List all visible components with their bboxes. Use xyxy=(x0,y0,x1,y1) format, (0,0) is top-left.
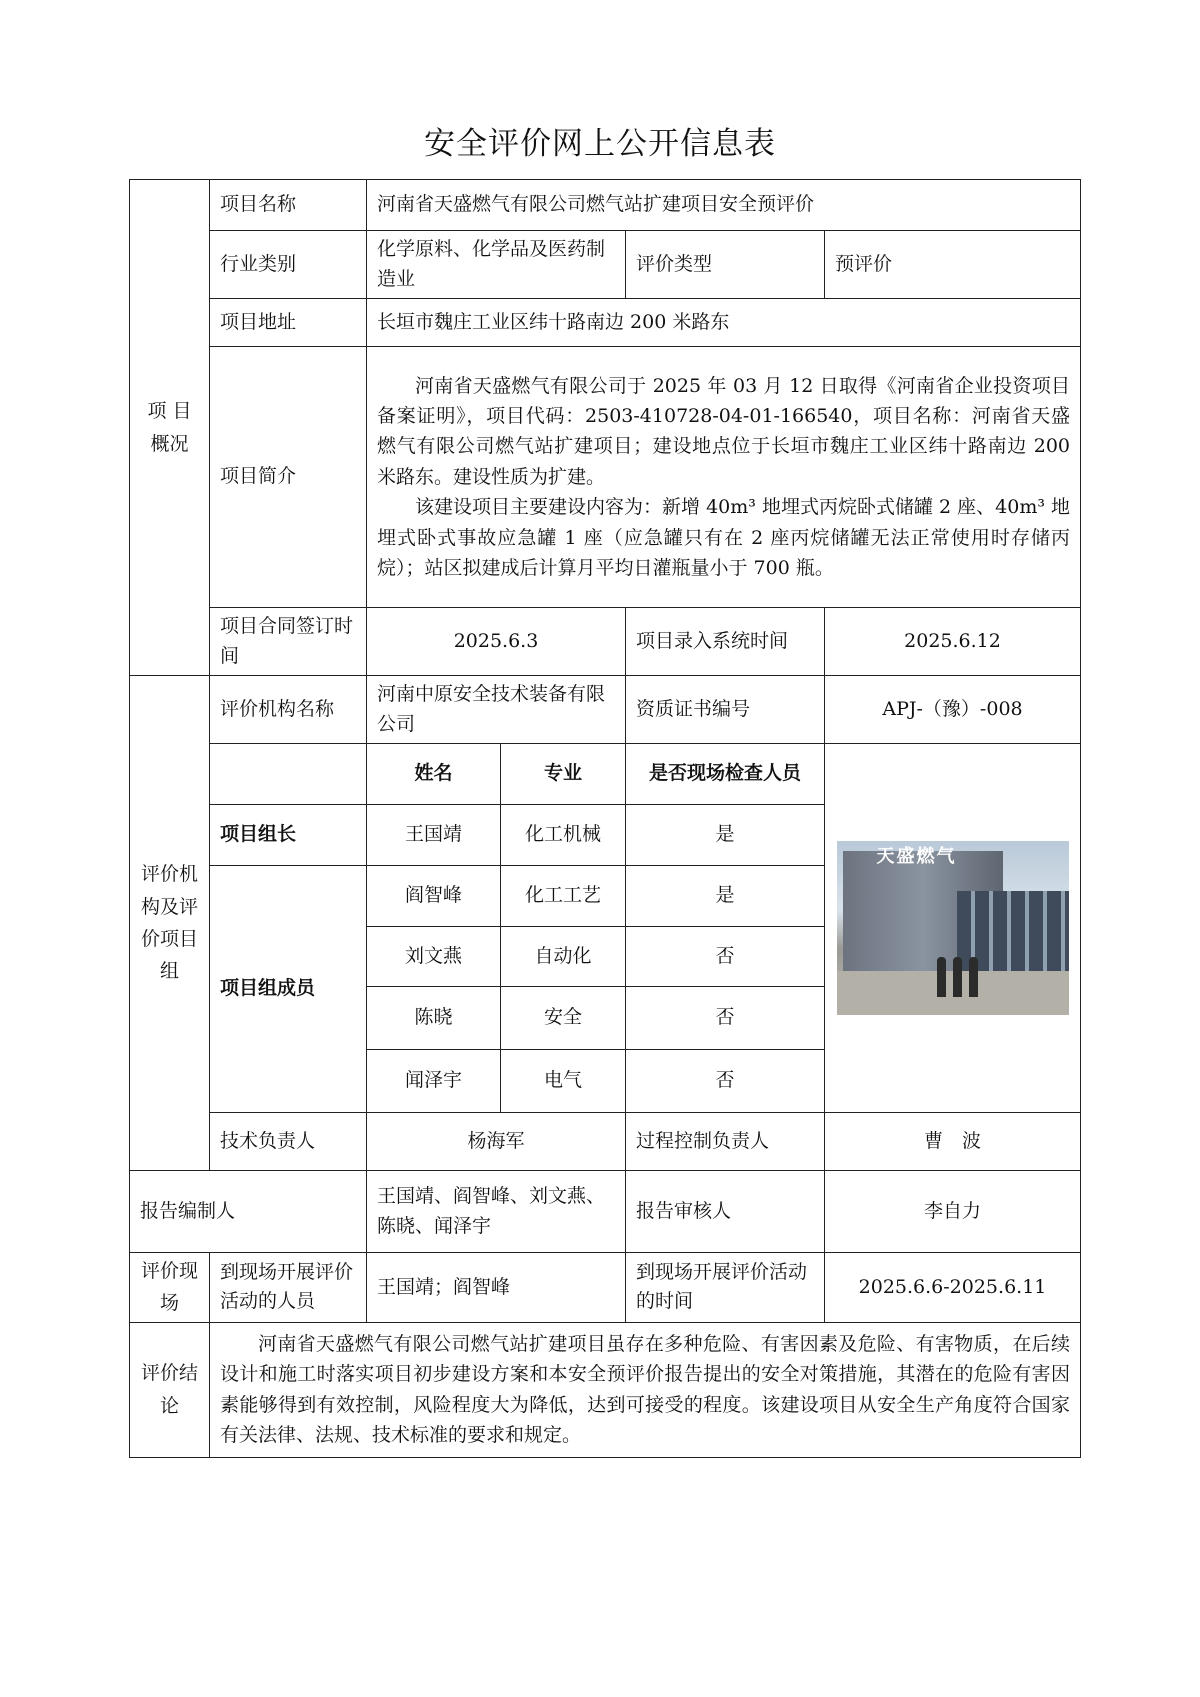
info-table xyxy=(129,179,1081,1458)
report-reviewer-value: 李自力 xyxy=(825,1171,1081,1253)
report-author-label: 报告编制人 xyxy=(130,1171,367,1253)
team-header-blank xyxy=(210,744,367,805)
cert-value: APJ-（豫）-008 xyxy=(825,676,1081,744)
entry-date-label: 项目录入系统时间 xyxy=(626,608,825,676)
intro-content xyxy=(367,347,1081,608)
member-onsite: 否 xyxy=(626,987,825,1050)
member-name: 刘文燕 xyxy=(367,927,501,987)
site-photo xyxy=(837,841,1069,1015)
process-lead-label: 过程控制负责人 xyxy=(626,1113,825,1171)
member-name: 闻泽宇 xyxy=(367,1050,501,1113)
person-shape xyxy=(937,957,946,997)
member-onsite: 否 xyxy=(626,927,825,987)
members-label: 项目组成员 xyxy=(210,866,367,1113)
photo-sign-text: 天盛燃气 xyxy=(876,846,957,867)
header-major: 专业 xyxy=(501,744,626,805)
eval-type-value: 预评价 xyxy=(825,231,1081,299)
member-name: 阎智峰 xyxy=(367,866,501,927)
report-reviewer-label: 报告审核人 xyxy=(626,1171,825,1253)
address-label: 项目地址 xyxy=(210,299,367,347)
member-onsite: 否 xyxy=(626,1050,825,1113)
site-time-value: 2025.6.6-2025.6.11 xyxy=(825,1253,1081,1323)
header-onsite: 是否现场检查人员 xyxy=(626,744,825,805)
intro-paragraph-2: 该建设项目主要建设内容为：新增 40m³ 地埋式丙烷卧式储罐 2 座、40m³ 地埋式卧式事故应急罐 1 座（应急罐只有在 2 座丙烷储罐无法正常使用时存储丙烷）；站区拟建成后计算月平均日灌瓶量小于 700 瓶。 xyxy=(377,496,1071,579)
leader-label: 项目组长 xyxy=(210,805,367,866)
intro-label: 项目简介 xyxy=(210,347,367,608)
address-value: 长垣市魏庄工业区纬十路南边 200 米路东 xyxy=(367,299,1081,347)
process-lead-value: 曹 波 xyxy=(825,1113,1081,1171)
member-major: 安全 xyxy=(501,987,626,1050)
section-project-overview: 项 目 概况 xyxy=(130,180,210,676)
member-major: 自动化 xyxy=(501,927,626,987)
leader-name: 王国靖 xyxy=(367,805,501,866)
agency-name-label: 评价机构名称 xyxy=(210,676,367,744)
site-time-label: 到现场开展评价活动的时间 xyxy=(626,1253,825,1323)
photo-cell xyxy=(825,744,1081,1113)
leader-onsite: 是 xyxy=(626,805,825,866)
member-major: 电气 xyxy=(501,1050,626,1113)
project-name-value: 河南省天盛燃气有限公司燃气站扩建项目安全预评价 xyxy=(367,180,1081,231)
section-agency: 评价机构及评价项目组 xyxy=(130,676,210,1171)
header-name: 姓名 xyxy=(367,744,501,805)
tech-lead-value: 杨海军 xyxy=(367,1113,626,1171)
section-site: 评价现场 xyxy=(130,1253,210,1323)
leader-major: 化工机械 xyxy=(501,805,626,866)
industry-value: 化学原料、化学品及医药制造业 xyxy=(367,231,626,299)
member-onsite: 是 xyxy=(626,866,825,927)
eval-type-label: 评价类型 xyxy=(626,231,825,299)
industry-label: 行业类别 xyxy=(210,231,367,299)
site-people-value: 王国靖；阎智峰 xyxy=(367,1253,626,1323)
person-shape xyxy=(953,957,962,997)
member-name: 陈晓 xyxy=(367,987,501,1050)
site-people-label: 到现场开展评价活动的人员 xyxy=(210,1253,367,1323)
member-major: 化工工艺 xyxy=(501,866,626,927)
conclusion-text: 河南省天盛燃气有限公司燃气站扩建项目虽存在多种危险、有害因素及危险、有害物质，在后续设计和施工时落实项目初步建设方案和本安全预评价报告提出的安全对策措施，其潜在的危险有害因素能够得到有效控制，风险程度大为降低，达到可接受的程度。该建设项目从安全生产角度符合国家有关法律、法规、技术标准的要求和规定。 xyxy=(210,1322,1081,1457)
contract-date-label: 项目合同签订时间 xyxy=(210,608,367,676)
person-shape xyxy=(969,957,978,997)
project-name-label: 项目名称 xyxy=(210,180,367,231)
contract-date-value: 2025.6.3 xyxy=(367,608,626,676)
entry-date-value: 2025.6.12 xyxy=(825,608,1081,676)
cert-label: 资质证书编号 xyxy=(626,676,825,744)
report-author-value: 王国靖、阎智峰、刘文燕、陈晓、闻泽宇 xyxy=(367,1171,626,1253)
intro-paragraph-1: 河南省天盛燃气有限公司于 2025 年 03 月 12 日取得《河南省企业投资项目备案证明》，项目代码：2503-410728-04-01-166540，项目名称：河南省天盛燃气有限公司燃气站扩建项目；建设地点位于长垣市魏庄工业区纬十路南边 200 米路东。建设性质为扩建。 xyxy=(377,374,1071,488)
agency-name-value: 河南中原安全技术装备有限公司 xyxy=(367,676,626,744)
section-conclusion: 评价结论 xyxy=(130,1322,210,1457)
page-title: 安全评价网上公开信息表 xyxy=(424,126,776,162)
tech-lead-label: 技术负责人 xyxy=(210,1113,367,1171)
